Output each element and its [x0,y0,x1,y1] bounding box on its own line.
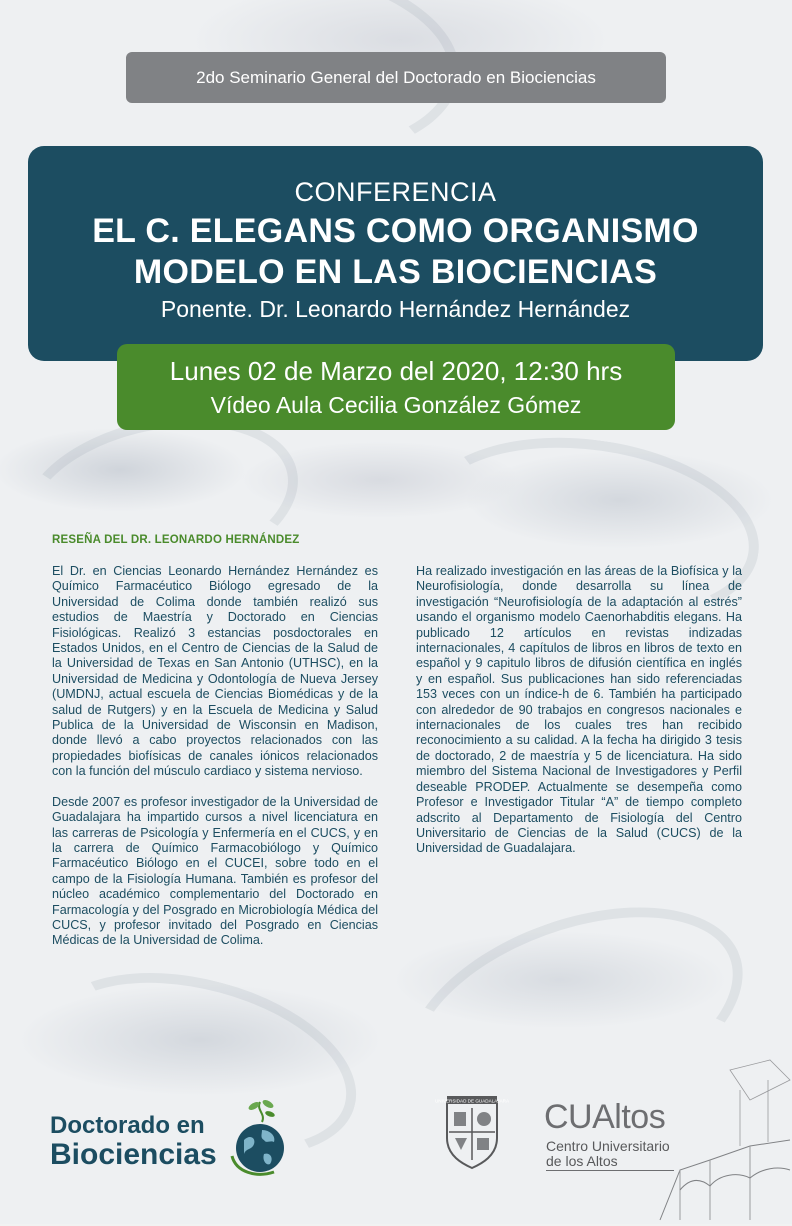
cualtos-divider [546,1170,674,1171]
doctorado-logo [50,1090,290,1180]
bio-column-right [416,564,742,872]
event-date-time: Lunes 02 de Marzo del 2020, 12:30 hrs [169,356,623,386]
globe-icon [226,1096,290,1180]
event-details [117,344,675,430]
bio-paragraph: Ha realizado investigación en las áreas de la Biofísica y la Neurofisiología, donde desarrolla su línea de investigación “Neurofisiología de la adaptación al estrés” usando el organismo modelo Caenorhabditis elegans. Ha publicado 12 artículos en revistas indizadas internacionales, 4 capítulos de libros en libros de texto en español y 9 capitulo libros de difusión científica en inglés y en español. Sus publicaciones han sido referenciadas 153 veces con un índice-h de 6. También ha participado con alrededor de 90 trabajos en congresos nacionales e internacionales de los cuales tres han recibido reconocimiento a su calidad. A la fecha ha dirigido 3 tesis de doctorado, 2 de maestría y 5 de licenciatura. Ha sido miembro del Sistema Nacional de Investigadores y Perfil deseable PRODEP. Actualmente se desempeña como Profesor e Investigador Titular “A” de tiempo completo adscrito al Departamento de Fisiología del Centro Universitario de Ciencias de la Salud (CUCS) de la Universidad de Guadalajara. [416,564,742,856]
university-crest [434,1094,510,1170]
conference-title-line2: MODELO EN LAS BIOCIENCIAS [133,253,658,291]
event-venue: Vídeo Aula Cecilia González Gómez [210,392,582,418]
crest-text: UNIVERSIDAD DE GUADALAJARA [434,1098,510,1104]
conference-title-line1: EL C. ELEGANS COMO ORGANISMO [92,212,699,250]
cualtos-logo [542,1098,792,1224]
conference-kicker: CONFERENCIA [294,177,497,207]
cualtos-line2: de los Altos [546,1153,618,1169]
bio-paragraph: Desde 2007 es profesor investigador de la Universidad de Guadalajara ha impartido cursos a nivel licenciatura en las carreras de Psicología y Enfermería en el CUCS, y en la carrera de Químico Farmacobiólogo y Químico Farmacéutico Biólogo en el CUCEI, sobre todo en el campo de la Fisiología Humana. También es profesor del núcleo académico complementario del Doctorado en Farmacología y del Posgrado en Microbiología Médica del CUCS, y profesor invitado del Posgrado en Ciencias Médicas de la Universidad de Colima. [52,794,378,948]
seminar-banner: 2do Seminario General del Doctorado en Biociencias [126,52,666,103]
bio-column-left [52,564,378,964]
bio-heading: RESEÑA DEL DR. LEONARDO HERNÁNDEZ [52,534,300,546]
speaker-name: Ponente. Dr. Leonardo Hernández Hernández [160,296,631,322]
doctorado-logo-line1: Doctorado en [50,1112,205,1139]
building-sketch-icon [650,1050,792,1226]
doctorado-logo-line2: Biociencias [50,1138,217,1171]
bio-paragraph: El Dr. en Ciencias Leonardo Hernández Hernández es Químico Farmacéutico Biólogo egresado de la Universidad de Colima donde también realizó sus estudios de Maestría y Doctorado en Ciencias Fisiológicas. Realizó 3 estancias posdoctorales en Estados Unidos, en el Centro de Ciencias de la Salud de la Universidad de Texas en San Antonio (UTHSC), en la Universidad de Medicina y Odontología de Nueva Jersey (UMDNJ, actual escuela de Ciencias Biomédicas y de la salud de Rutgers) y en la Escuela de Medicina y Salud Publica de la Universidad de Wisconsin en Madison, donde llevó a cabo proyectos relacionados con las propiedades biofísicas de canales iónicos relacionados con la función del músculo cardiaco y sistema nervioso. [52,564,378,779]
cualtos-line1: Centro Universitario [546,1138,670,1154]
cualtos-name: CUAltos [544,1098,666,1136]
title-block [28,146,763,361]
